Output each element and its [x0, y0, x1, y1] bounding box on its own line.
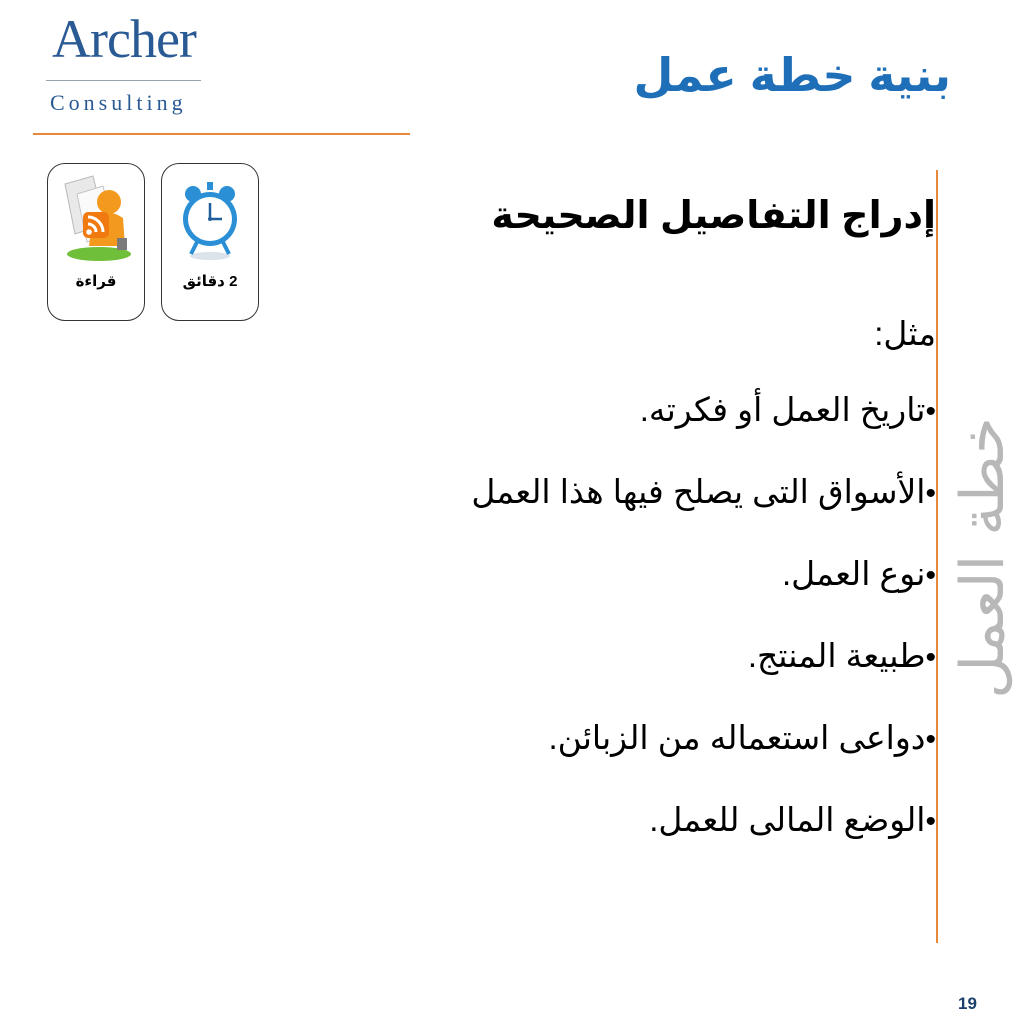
alarm-clock-icon	[171, 172, 249, 264]
logo-subtitle: Consulting	[50, 90, 187, 115]
reading-rss-icon	[57, 172, 135, 264]
duration-label: 2 دقائق	[182, 273, 238, 290]
bullet-mark: •	[925, 805, 936, 838]
list-item	[471, 534, 936, 616]
bullet-mark: •	[925, 395, 936, 428]
reading-card	[47, 163, 145, 321]
side-section-label: خطة العمل	[948, 417, 1018, 699]
bullet-mark: •	[925, 723, 936, 756]
bullet-text: الوضع المالى للعمل.	[649, 801, 926, 838]
bullet-list	[471, 370, 936, 862]
list-item	[471, 616, 936, 698]
bullet-text: نوع العمل.	[782, 555, 926, 592]
example-label: مثل:	[874, 315, 936, 352]
logo-divider	[46, 80, 201, 81]
content-divider	[936, 170, 938, 943]
bullet-mark: •	[925, 477, 936, 510]
section-heading: إدراج التفاصيل الصحيحة	[491, 195, 936, 237]
page-number: 19	[958, 994, 977, 1013]
logo-wordmark: Archer	[52, 9, 196, 69]
list-item	[471, 452, 936, 534]
list-item	[471, 370, 936, 452]
bullet-mark: •	[925, 641, 936, 674]
archer-consulting-logo	[40, 8, 205, 118]
duration-card	[161, 163, 259, 321]
slide-content	[471, 190, 936, 862]
bullet-text: تاريخ العمل أو فكرته.	[639, 391, 926, 428]
bullet-text: الأسواق التى يصلح فيها هذا العمل	[471, 473, 926, 510]
list-item	[471, 698, 936, 780]
bullet-mark: •	[925, 559, 936, 592]
bullet-text: طبيعة المنتج.	[747, 637, 926, 674]
bullet-text: دواعى استعماله من الزبائن.	[548, 719, 926, 756]
slide-title: بنية خطة عمل	[633, 49, 951, 101]
header-divider	[33, 133, 410, 135]
reading-label: قراءة	[75, 273, 117, 290]
list-item	[471, 780, 936, 862]
